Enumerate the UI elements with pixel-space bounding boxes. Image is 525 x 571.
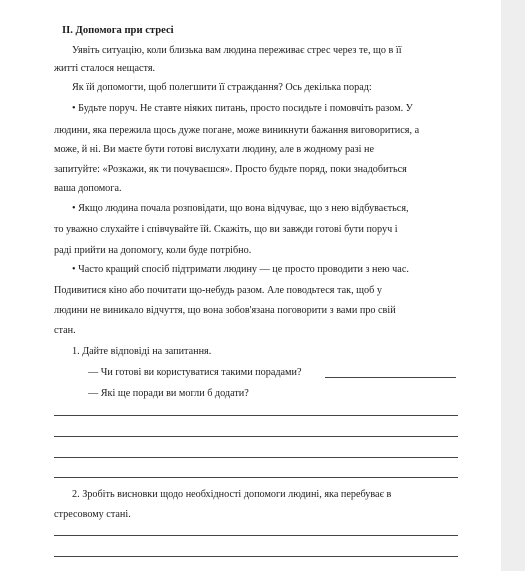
side-strip (501, 0, 525, 571)
tip1-line-2: людини, яка пережила щось дуже погане, може виникнути бажання виговоритися, а (54, 125, 420, 136)
answer-line-2[interactable] (54, 436, 458, 437)
task2-line-2: стресовому стані. (54, 509, 131, 520)
answer-line-q1[interactable] (325, 377, 456, 378)
tip1-line-3: може, й ні. Ви маєте бути готові вислухати людину, але в жодному разі не (54, 144, 374, 155)
task1-question-1: — Чи готові ви користуватися такими порадами? (88, 367, 302, 378)
task2-line-1: 2. Зробіть висновки щодо необхідності допомоги людині, яка перебуває в (72, 489, 392, 500)
answer-line-6[interactable] (54, 556, 458, 557)
intro-line-1: Уявіть ситуацію, коли близька вам людина переживає стрес через те, що в її (72, 45, 402, 56)
tip3-line-4: стан. (54, 325, 76, 336)
answer-line-3[interactable] (54, 457, 458, 458)
section-heading: ІІ. Допомога при стресі (62, 25, 174, 36)
tip2-line-2: то уважно слухайте і співчувайте їй. Скажіть, що ви завжди готові бути поруч і (54, 224, 398, 235)
tip3-line-2: Подивитися кіно або почитати що-небудь разом. Але поводьтеся так, щоб у (54, 285, 382, 296)
answer-line-1[interactable] (54, 415, 458, 416)
tip3-line-1: • Часто кращий спосіб підтримати людину — це просто проводити з нею час. (72, 264, 409, 275)
task1-question-2: — Які ще поради ви могли б додати? (88, 388, 249, 399)
tip1-line-5: ваша допомога. (54, 183, 122, 194)
answer-line-5[interactable] (54, 535, 458, 536)
intro-line-2: житті сталося нещастя. (54, 63, 156, 74)
answer-line-4[interactable] (54, 477, 458, 478)
tip1-line-1: • Будьте поруч. Не ставте ніяких питань, просто посидьте і помовчіть разом. У (72, 103, 413, 114)
task1-title: 1. Дайте відповіді на запитання. (72, 346, 212, 357)
tip1-line-4: запитуйте: «Розкажи, як ти почуваєшся». Просто будьте поряд, поки знадобиться (54, 164, 407, 175)
tip2-line-1: • Якщо людина почала розповідати, що вона відчуває, що з нею відбувається, (72, 203, 409, 214)
tip2-line-3: раді прийти на допомогу, коли буде потрібно. (54, 245, 252, 256)
tip3-line-3: людини не виникало відчуття, що вона зобов'язана поговорити з вами про свій (54, 305, 396, 316)
intro-line-3: Як їй допомогти, щоб полегшити її страждання? Ось декілька порад: (72, 82, 372, 93)
